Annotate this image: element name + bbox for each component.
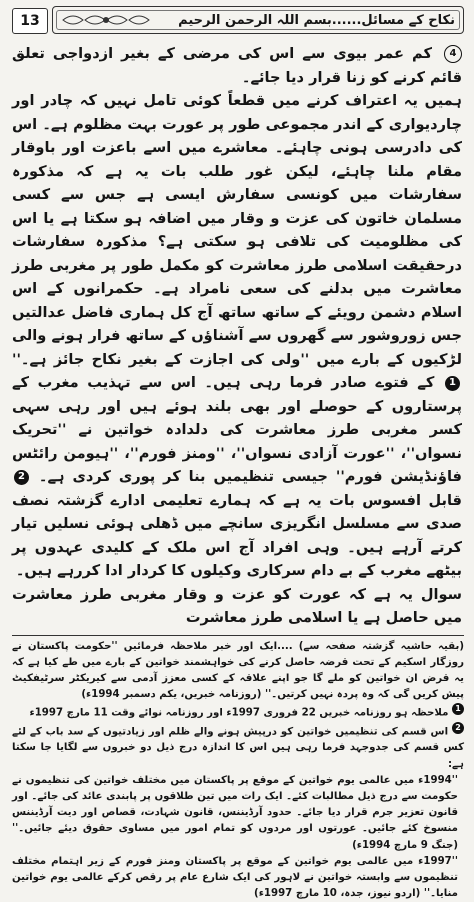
text-line: فاؤنڈیشن فورم'' جیسی تنظیمیں بنا کر پوری کردی ہے۔ (39, 468, 462, 485)
text-line: کم عمر بیوی سے اس کی مرضی کے بغیر ازدواجی تعلق قائم کرنے کو زنا قرار دیا جائے۔ (12, 45, 462, 86)
text-line: قابل افسوس بات یہ ہے کہ ہمارے تعلیمی ادارے (111, 492, 462, 509)
text-line: اس ملک کے کلیدی عہدوں پر بیٹھے مغرب کے بے دام سرکاری وکیلوں کا کردار ادا کررہے ہیں۔ (12, 539, 462, 580)
footnote-2-item-1: ''1994ء میں عالمی یوم خواتین کے موقع پر پاکستان میں مختلف خواتین کی تنظیموں نے حکومت سے درج ذیل مطالبات کئے۔ ایک رات میں تین طلاقوں پر پابندی عائد کی جائے۔ اور قانون تعزیر جرم قرار دیا جائے۔ حدود آرڈیننس، قانون شہادت، قصاص اور دیت آرڈیننس منسوخ کئے جائیں۔ عورتوں اور مردوں کو تمام امور میں مساوی حقوق دیئے جائیں۔'' (جنگ 9 مارچ 1994ء) (12, 773, 464, 854)
text-line: معاشرت کی دلدادہ خواتین نے ''تحریک نسواں''، ''عورت آزادی نسواں''، ''ومنز فورم''، ''ہیومن رائٹس (12, 421, 462, 462)
text-line: مذکورہ سفارشات درحقیقت اسلامی طرز (12, 233, 462, 274)
text-line: ہونے والی لڑکیوں کے بارے میں ''ولی کی اجازت کے بغیر نکاح جائز ہے۔'' (12, 327, 462, 368)
footnote-number: 1 (452, 703, 464, 715)
text-line: رویئے کے ساتھ ساتھ آج کل ہماری فاضل عدالتیں جس زوروشور سے گھروں سے آشناؤں کے ساتھ فرار (12, 304, 462, 345)
point-marker: 4 (444, 45, 462, 63)
paragraph-point-4 (12, 42, 462, 89)
footnote-1: 1 ملاحظہ ہو روزنامہ خبریں 22 فروری 1997ء اور روزنامہ نوائے وقت 11 مارچ 1997ء (12, 703, 464, 722)
footnote-2-item-2: ''1997ء میں عالمی یوم خواتین کے موقع پر پاکستان ومنز فورم کے زیر اہتمام مختلف تنظیموں سے وابستہ خواتین نے لاہور کی ایک شارع عام پر رقص کرکے عالمی یوم خواتین منایا۔'' (اردو نیوز، جدہ، 10 مارچ 1997ء) (12, 854, 464, 902)
ornamental-title-frame (52, 6, 464, 34)
text-line: سوال یہ ہے کہ عورت کو عزت و وقار مغربی طرز معاشرت میں حاصل ہے یا اسلامی طرز معاشرت (12, 586, 462, 627)
footnotes (12, 639, 464, 902)
text-line: غور طلب بات یہ ہے کہ مذکورہ سفارشات میں کونسی سفارش ایسی ہے جس سے کسی مسلمان خاتون کی عزت (12, 163, 462, 227)
main-text (12, 42, 464, 630)
text-line: بہت مظلوم ہے۔ اس کی دادرسی ہونی چاہئے۔ معاشرے میں اسے باعزت اور باوقار مقام ملنا چاہئے، لیکن (12, 116, 462, 180)
footnote-number: 2 (452, 722, 464, 734)
text-line: کے فتوے صادر فرما رہی (249, 374, 434, 391)
footnote-ref-1[interactable]: 1 (445, 376, 460, 391)
paragraph-question (12, 583, 462, 630)
footnote-continued: (بقیہ حاشیہ گزشتہ صفحہ سے) ....ایک اور خبر ملاحظہ فرمائیں ''حکومت پاکستان نے روزگار اسکیم کے تحت قرضہ حاصل کرنے کی خواہشمند خواتین کے بارے میں طے کیا ہے کہ یہ قرض ان خواتین کو ملے گا جو اپنے علاقہ کے کسی معزز آدمی سے کیریکٹر سرٹیفکیٹ پیش کریں گی کہ وہ پردہ نہیں کرتیں۔'' (روزنامہ خبریں، یکم دسمبر 1994ء) (12, 639, 464, 704)
page-header (12, 6, 464, 36)
paragraph-main (12, 89, 462, 583)
text-line: معاشرت کو مکمل طور پر مغربی طرز معاشرت میں بدلنے کی سعی نامراد ہے۔ حکمرانوں کے اس اسلام دشمن (12, 257, 462, 321)
running-title: نکاح کے مسائل......بسم اللہ الرحمن الرحیم (178, 13, 455, 28)
footnote-ref-2[interactable]: 2 (14, 470, 29, 485)
footnote-2: 2 اس قسم کی تنظیمیں خواتین کو درپیش ہونے والے ظلم اور زیادتیوں کے سد باب کے لئے کس قسم کی جدوجہد فرما رہی ہیں اس کا اندازہ درج ذیل دو خبروں سے لگایا جا سکتا ہے: (12, 722, 464, 773)
text-line: گزشتہ نصف صدی سے مسلسل انگریزی سانچے میں ڈھلی ہوئی نسلیں تیار کرتے آرہے ہیں۔ وہی افراد آج (12, 492, 462, 556)
floral-ornament-icon (61, 11, 151, 29)
text-line: ہمیں یہ اعتراف کرنے میں قطعاً کوئی تامل نہیں کہ چادر اور چاردیواری کے اندر مجموعی طور پر عورت (12, 92, 462, 133)
page-number: 13 (12, 8, 48, 34)
text-line: ہیں۔ اس سے تہذیب مغرب کے پرستاروں کے حوصلے اور بھی بلند ہوئے ہیں اور رہی سہی کسر مغربی طرز (12, 374, 462, 438)
text-line: و وقار میں اضافہ ہو سکتا ہے یا اس کی مظلومیت کی تلافی ہو سکتی ہے؟ (12, 210, 462, 251)
footnote-divider (12, 635, 464, 636)
ornament (61, 11, 151, 29)
